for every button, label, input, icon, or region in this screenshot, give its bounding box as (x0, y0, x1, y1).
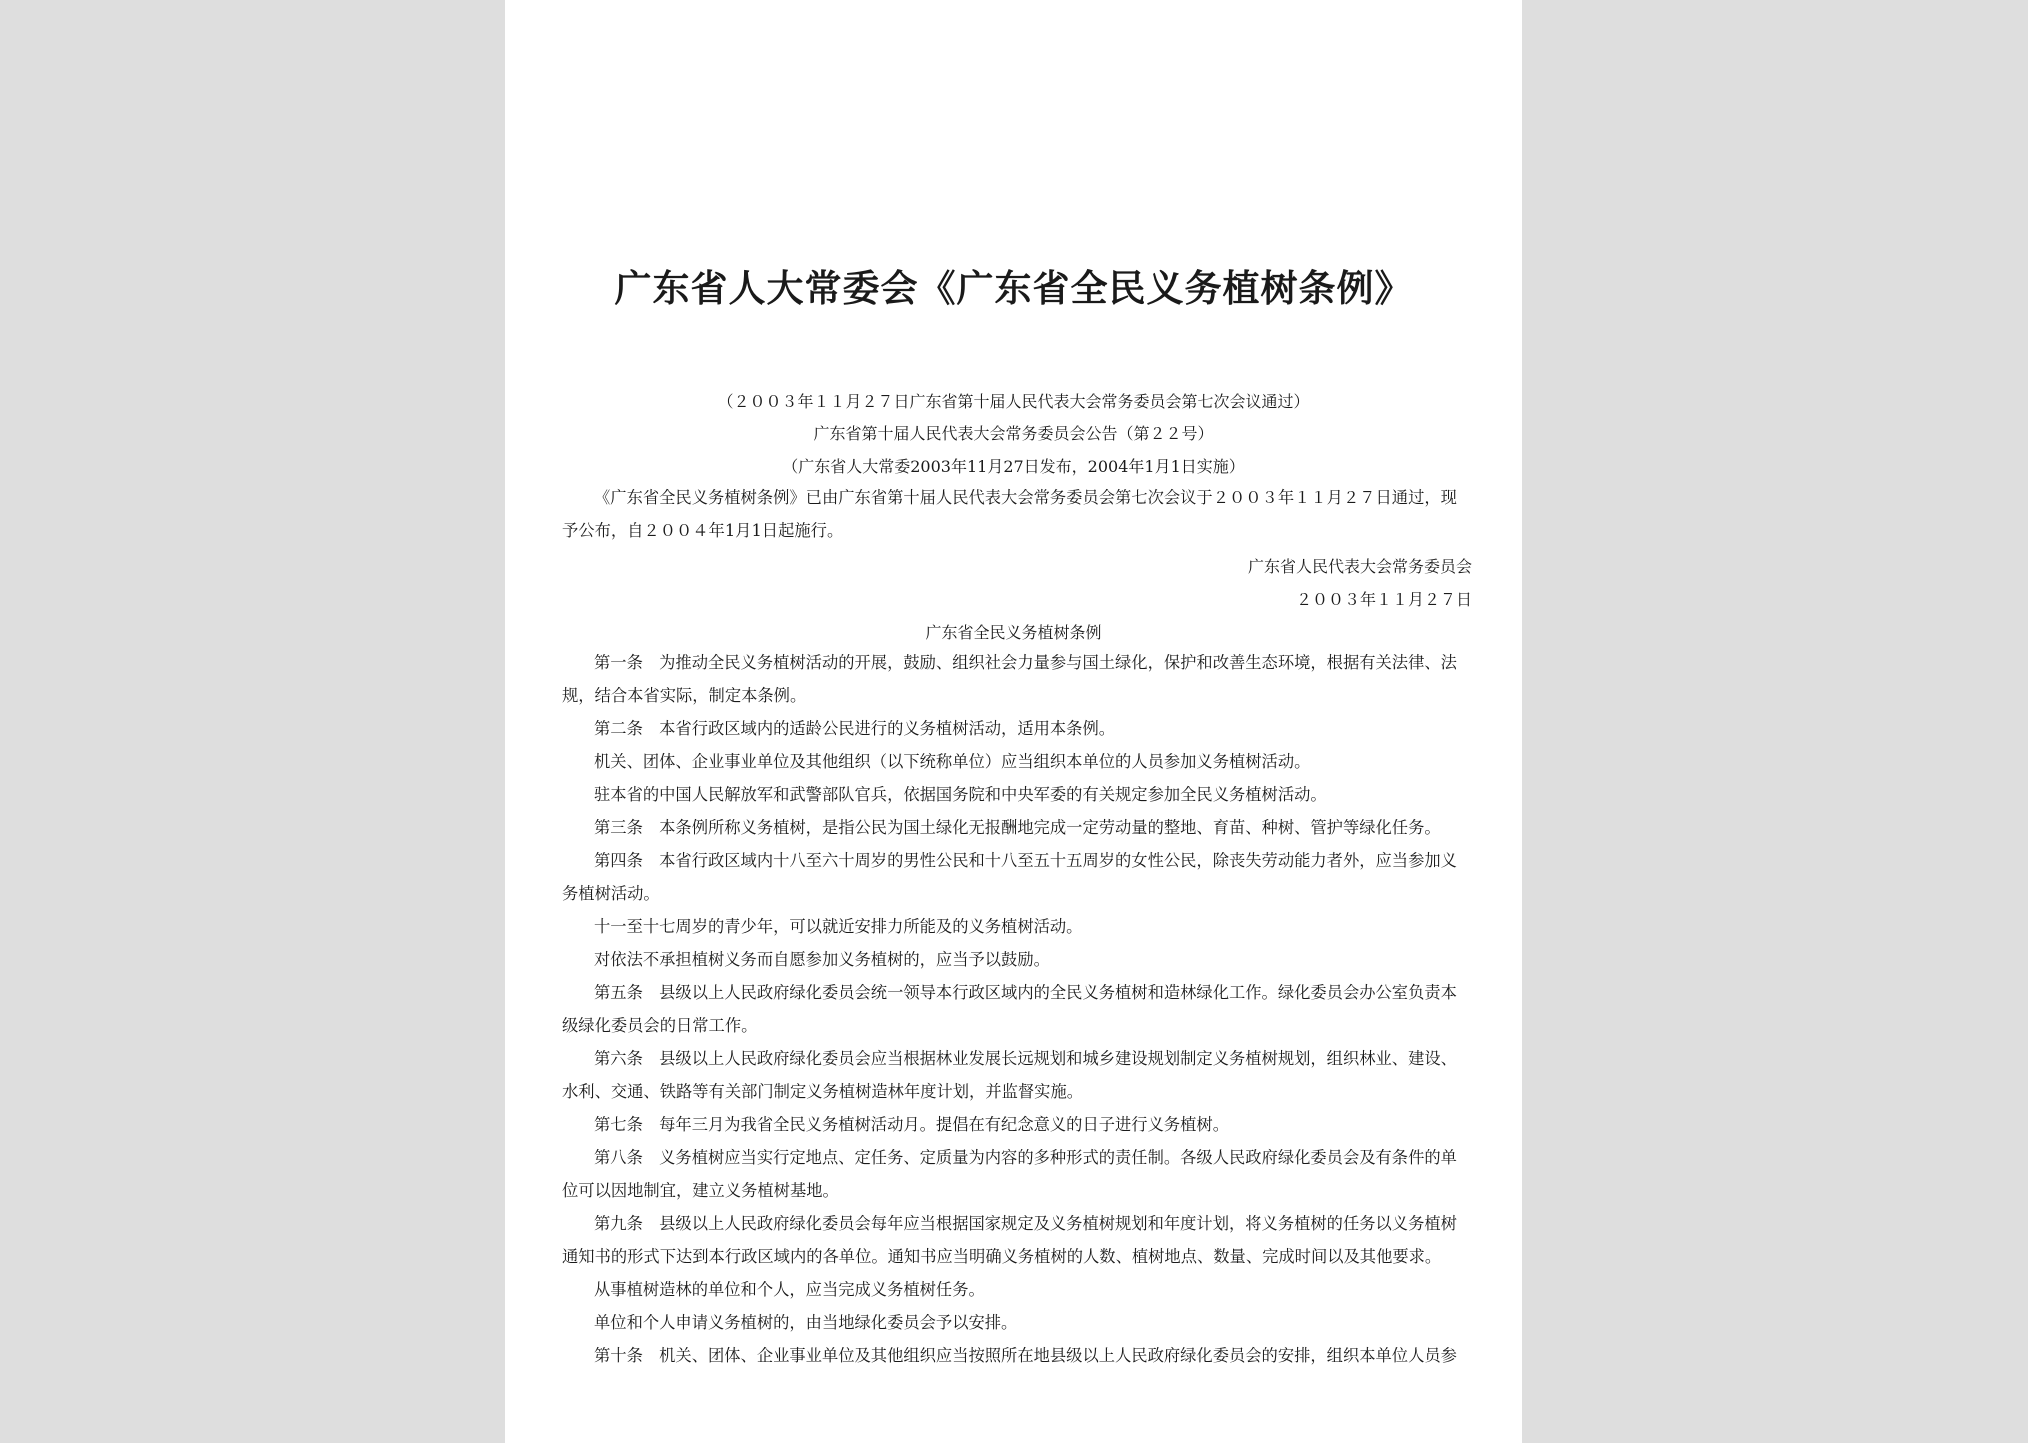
article-line: 第五条 县级以上人民政府绿化委员会统一领导本行政区域内的全民义务植树和造林绿化工作。绿化委员会办公室负责本 (594, 983, 1457, 1002)
law-title: 广东省全民义务植树条例 (925, 623, 1102, 642)
signature-date: ２００３年１１月２７日 (1295, 590, 1472, 609)
article-line: 通知书的形式下达到本行政区域内的各单位。通知书应当明确义务植树的人数、植树地点、数量、完成时间以及其他要求。 (562, 1247, 1442, 1266)
article-line: 第六条 县级以上人民政府绿化委员会应当根据林业发展长远规划和城乡建设规划制定义务植树规划，组织林业、建设、 (594, 1049, 1457, 1068)
article-line: 第四条 本省行政区域内十八至六十周岁的男性公民和十八至五十五周岁的女性公民，除丧失劳动能力者外，应当参加义 (594, 851, 1457, 870)
announcement-line: 予公布，自２００４年1月1日起施行。 (562, 521, 844, 540)
article-line: 对依法不承担植树义务而自愿参加义务植树的，应当予以鼓励。 (594, 950, 1050, 969)
article-line: 十一至十七周岁的青少年，可以就近安排力所能及的义务植树活动。 (594, 917, 1083, 936)
article-line: 机关、团体、企业事业单位及其他组织（以下统称单位）应当组织本单位的人员参加义务植树活动。 (594, 752, 1311, 771)
article-line: 第九条 县级以上人民政府绿化委员会每年应当根据国家规定及义务植树规划和年度计划，将义务植树的任务以义务植树 (594, 1214, 1457, 1233)
article-line: 第七条 每年三月为我省全民义务植树活动月。提倡在有纪念意义的日子进行义务植树。 (594, 1115, 1229, 1134)
page-title: 广东省人大常委会《广东省全民义务植树条例》 (614, 266, 1413, 310)
article-line: 第八条 义务植树应当实行定地点、定任务、定质量为内容的多种形式的责任制。各级人民政府绿化委员会及有条件的单 (594, 1148, 1457, 1167)
article-line: 第一条 为推动全民义务植树活动的开展，鼓励、组织社会力量参与国土绿化，保护和改善生态环境，根据有关法律、法 (594, 653, 1457, 672)
article-line: 位可以因地制宜，建立义务植树基地。 (562, 1181, 839, 1200)
meta-line: （２００３年１１月２７日广东省第十届人民代表大会常务委员会第七次会议通过） (717, 392, 1310, 411)
announcement-line: 《广东省全民义务植树条例》已由广东省第十届人民代表大会常务委员会第七次会议于２００３年１１月２７日通过，现 (594, 488, 1457, 507)
article-line: 第十条 机关、团体、企业事业单位及其他组织应当按照所在地县级以上人民政府绿化委员会的安排，组织本单位人员参 (594, 1346, 1457, 1365)
article-line: 单位和个人申请义务植树的，由当地绿化委员会予以安排。 (594, 1313, 1018, 1332)
article-line: 务植树活动。 (562, 884, 660, 903)
article-line: 水利、交通、铁路等有关部门制定义务植树造林年度计划，并监督实施。 (562, 1082, 1084, 1101)
meta-line: （广东省人大常委2003年11月27日发布，2004年1月1日实施） (782, 457, 1245, 476)
article-line: 从事植树造林的单位和个人，应当完成义务植树任务。 (594, 1280, 985, 1299)
article-line: 驻本省的中国人民解放军和武警部队官兵，依据国务院和中央军委的有关规定参加全民义务植树活动。 (594, 785, 1327, 804)
article-line: 级绿化委员会的日常工作。 (562, 1016, 758, 1035)
signature-org: 广东省人民代表大会常务委员会 (1247, 557, 1472, 576)
article-line: 规，结合本省实际，制定本条例。 (562, 686, 807, 705)
document-page (505, 0, 1522, 1443)
article-line: 第三条 本条例所称义务植树，是指公民为国土绿化无报酬地完成一定劳动量的整地、育苗、种树、管护等绿化任务。 (594, 818, 1441, 837)
article-line: 第二条 本省行政区域内的适龄公民进行的义务植树活动，适用本条例。 (594, 719, 1116, 738)
meta-line: 广东省第十届人民代表大会常务委员会公告（第２２号） (813, 424, 1214, 443)
